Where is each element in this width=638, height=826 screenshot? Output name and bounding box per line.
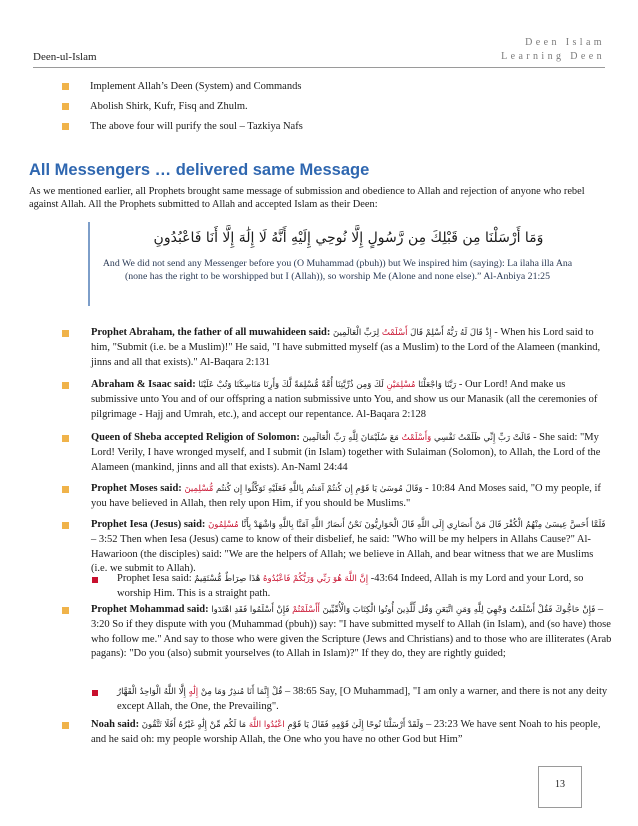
bullet-square-icon [62,103,69,110]
section-title: All Messengers … delivered same Message [29,161,370,179]
verse-translation: And We did not send any Messenger before you (O Muhammad (pbuh)) but We inspired him (saying): La ilaha illa Ana (none has the right to be worshipped but I (Allah)), so worship Me (Alone and none else).” Al-Anbiya 21:25 [102,258,573,282]
list-item: The above four will purify the soul – Tazkiya Nafs [62,117,582,137]
page-number-box [538,766,582,808]
sub-item-iesa: Prophet Iesa said: إِنَّ اللَّهَ هُوَ رَبِّي وَرَبُّكُمْ فَاعْبُدُوهُ هَٰذَا صِرَاطٌ مُّسْتَقِيمٌ -43:64 Indeed, Allah is my Lord and your Lord, so worship Him. This is a straight path. [92,572,612,602]
list-item-abraham: Prophet Abraham, the father of all muwahideen said: إِذْ قَالَ لَهُ رَبُّهُ أَسْلِمْ قَالَ أَسْلَمْتُ لِرَبِّ الْعَالَمِينَ - When his Lord said to him, "Submit (i.e. be a Muslim)!" He said, "I have submitted myself (as a Muslim) to the Lord of the Alameen (mankind, jinns and all that exists)." Al-Baqara 2:131 [62,326,612,370]
top-bullet-list [62,77,582,137]
list-item-mohammad: Prophet Mohammad said: فَإِنْ حَاجُّوكَ فَقُلْ أَسْلَمْتُ وَجْهِيَ لِلَّهِ وَمَنِ اتَّبَعَنِ وَقُل لِّلَّذِينَ أُوتُوا الْكِتَابَ وَالْأُمِّيِّينَ أَأَسْلَمْتُمْ فَإِنْ أَسْلَمُوا فَقَدِ اهْتَدَوا – 3:20 So if they dispute with you (Muhammad (pbuh)) say: "I have submitted myself to Allah (in Islam), and (so have) those who follow me." And say to those who were given the Scripture (Jews and Christians) and to those who are illiterates (Arab pagans): "Do you (also) submit yourselves (to Allah in Islam)?" If they do, they are rightly guided; [62,603,612,662]
sub-item-mohammad: قُلْ إِنَّمَا أَنَا مُنذِرٌ وَمَا مِنْ إِلَٰهٍ إِلَّا اللَّهُ الْوَاحِدُ الْقَهَّارُ – 38:65 Say, [O Muhammad], "I am only a warner, and there is not any deity except Allah, the One, the Prevailing". [92,685,612,715]
arabic-verse: وَمَا أَرْسَلْنَا مِن قَبْلِكَ مِن رَّسُولٍ إِلَّا نُوحِي إِلَيْهِ أَنَّهُ لَا إِلَٰهَ إِلَّا أَنَا فَاعْبُدُونِ [153,230,544,246]
bullet-square-icon [62,382,69,389]
list-item: Abolish Shirk, Kufr, Fisq and Zhulm. [62,97,582,117]
list-item-moses: Prophet Moses said: وَقَالَ مُوسَىٰ يَا قَوْمِ إِن كُنتُمْ آمَنتُم بِاللَّهِ فَعَلَيْهِ تَوَكَّلُوا إِن كُنتُم مُّسْلِمِينَ - 10:84 And Moses said, "O my people, if you have believed in Allah, then rely upon Him, if you should be Muslims." [62,482,612,512]
bullet-square-icon [62,486,69,493]
intro-paragraph: As we mentioned earlier, all Prophets brought same message of submission and obedience to Allah and rejection of anyone who rebel against Allah. All the Prophets submitted to Allah and accepted Islam as their Deen: [29,186,585,211]
quran-quote-block [88,222,585,306]
header-left-title: Deen-ul-Islam [33,51,97,63]
page-number: 13 [555,779,565,790]
header-right-title: Deen Islam Learning Deen [501,37,605,62]
list-item-iesa: Prophet Iesa (Jesus) said: فَلَمَّا أَحَسَّ عِيسَىٰ مِنْهُمُ الْكُفْرَ قَالَ مَنْ أَنصَارِي إِلَى اللَّهِ قَالَ الْحَوَارِيُّونَ نَحْنُ أَنصَارُ اللَّهِ آمَنَّا بِاللَّهِ وَاشْهَدْ بِأَنَّا مُسْلِمُونَ – 3:52 Then when Iesa (Jesus) came to know of their disbelief, he said: "Who will be my helpers in Allahs Cause?" Al-Hawarioon (the disciples) said: "We are the helpers of Allah; we believe in Allah, and bear witness that we are Muslims (i.e. we submit to Allah). [62,518,612,577]
page-header [33,36,605,68]
bullet-square-icon [62,435,69,442]
bullet-square-icon [92,690,98,696]
bullet-square-icon [92,577,98,583]
list-item-abraham-isaac: Abraham & Isaac said: رَبَّنَا وَاجْعَلْنَا مُسْلِمَيْنِ لَكَ وَمِن ذُرِّيَّتِنَا أُمَّةً مُّسْلِمَةً لَّكَ وَأَرِنَا مَنَاسِكَنَا وَتُبْ عَلَيْنَا - Our Lord! And make us submissive unto You and of our offspring a nation submissive unto You, and show us our Manasik (all the ceremonies of pilgrimage - Hajj and Umrah, etc.), and accept our repentance. Al-Baqara 2:128 [62,378,612,422]
bullet-square-icon [62,83,69,90]
list-item-noah: Noah said: وَلَقَدْ أَرْسَلْنَا نُوحًا إِلَىٰ قَوْمِهِ فَقَالَ يَا قَوْمِ اعْبُدُوا اللَّهَ مَا لَكُم مِّنْ إِلَٰهٍ غَيْرُهُ أَفَلَا تَتَّقُونَ – 23:23 We have sent Noah to his people, and he said oh: my people worship Allah, the One who you have no other God but Him” [62,718,612,748]
list-item: Implement Allah’s Deen (System) and Commands [62,77,582,97]
bullet-square-icon [62,607,69,614]
bullet-square-icon [62,522,69,529]
list-item-queen-sheba: Queen of Sheba accepted Religion of Solomon: قَالَتْ رَبِّ إِنِّي ظَلَمْتُ نَفْسِي وَأَسْلَمْتُ مَعَ سُلَيْمَانَ لِلَّهِ رَبِّ الْعَالَمِينَ - She said: "My Lord! Verily, I have wronged myself, and I submit (in Islam) together with Sulaiman (Solomon), to Allah, the Lord of the Alameen (mankind, jinns and all that exists). An-Naml 24:44 [62,431,612,475]
bullet-square-icon [62,123,69,130]
bullet-square-icon [62,330,69,337]
bullet-square-icon [62,722,69,729]
